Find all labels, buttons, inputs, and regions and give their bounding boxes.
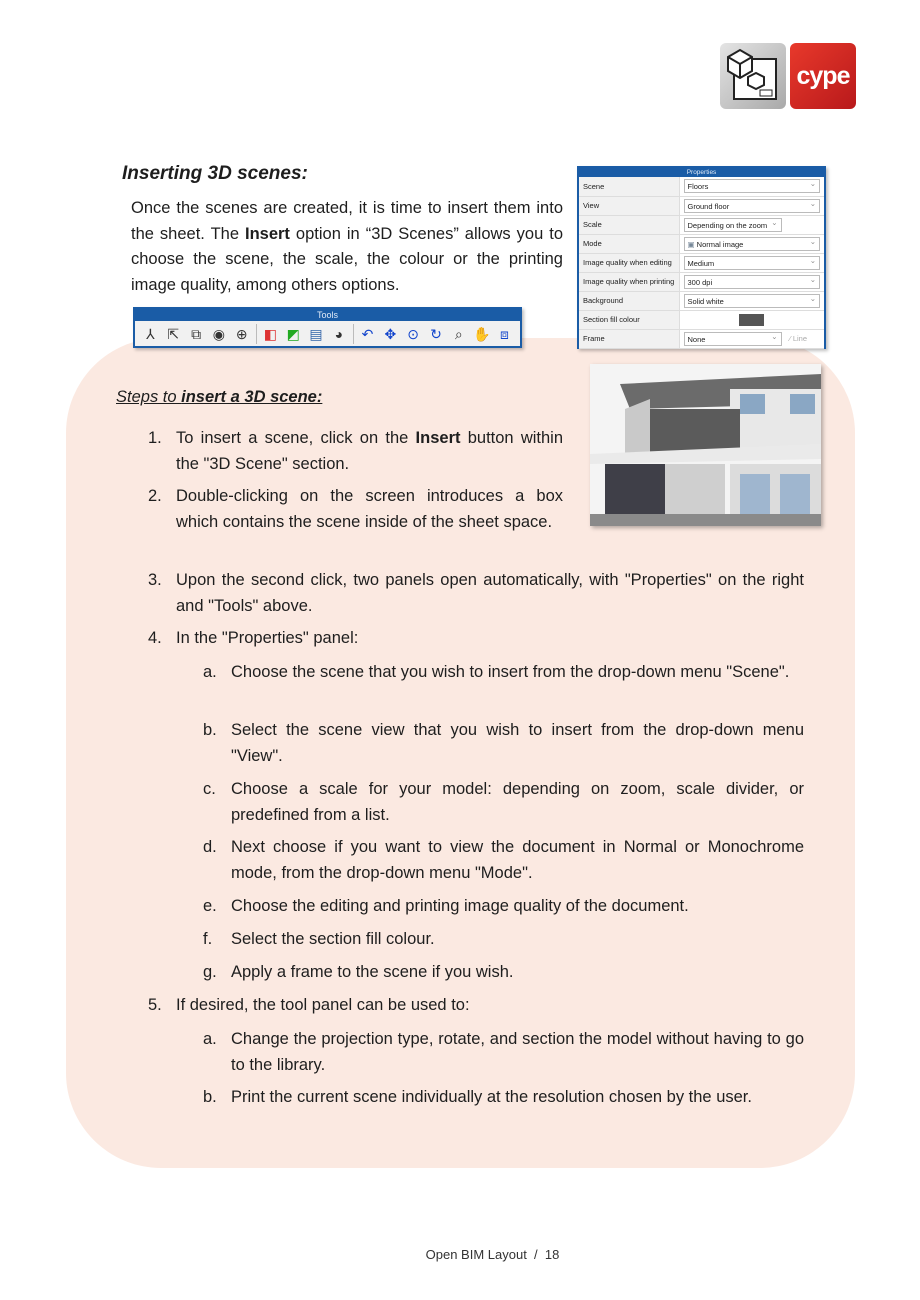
axes-icon[interactable]: ⅄ xyxy=(146,325,155,342)
substep-4g: Apply a frame to the scene if you wish. xyxy=(231,963,514,981)
property-row-frame xyxy=(579,329,824,348)
property-label: Frame xyxy=(579,329,679,348)
property-label: Mode xyxy=(579,234,679,253)
zoom-all-icon[interactable]: ✥ xyxy=(384,325,397,342)
pan-icon[interactable]: ✋ xyxy=(472,325,491,342)
open-bim-layout-logo xyxy=(720,43,786,109)
cype-logo: cype xyxy=(790,43,856,109)
step-4: In the "Properties" panel: xyxy=(176,629,359,647)
page-footer: Open BIM Layout / 18 xyxy=(425,1247,560,1262)
property-label: Scale xyxy=(579,215,679,234)
step-number: 5. xyxy=(148,996,162,1014)
property-row-edit-quality xyxy=(579,253,824,272)
substep-letter: a. xyxy=(203,1030,217,1048)
substep-letter: c. xyxy=(203,780,216,798)
printing-quality-dropdown[interactable]: 300 dpi ⌄ xyxy=(684,275,821,289)
section-fill-colour-swatch[interactable] xyxy=(739,314,764,326)
substep-4c: Choose a scale for your model: depending on zoom, scale divider, or predefined from a list. xyxy=(231,780,804,824)
select-icon[interactable]: ⇱ xyxy=(167,325,180,342)
step-1: To insert a scene, click on the Insert button within the "3D Scene" section. xyxy=(176,429,564,473)
properties-title: Properties xyxy=(686,169,717,176)
refresh-icon[interactable]: ↻ xyxy=(430,325,442,342)
zoom-x2-icon[interactable]: ⊙ xyxy=(407,325,420,342)
cube-icon: ▣ xyxy=(687,239,697,249)
plane-icon[interactable]: ▤ xyxy=(309,325,323,342)
step-number: 3. xyxy=(148,571,162,589)
property-row-background xyxy=(579,291,824,310)
line-button[interactable] xyxy=(790,334,808,343)
section-heading: Inserting 3D scenes: xyxy=(122,163,308,184)
editing-quality-dropdown[interactable]: Medium ⌄ xyxy=(684,256,821,270)
step-5: If desired, the tool panel can be used to: xyxy=(176,996,470,1014)
mode-value: Normal image xyxy=(696,239,744,249)
step-2: Double-clicking on the screen introduces a box which contains the scene inside of the sheet space. xyxy=(176,487,563,531)
intro-paragraph: Once the scenes are created, it is time to insert them into the sheet. The Insert option in “3D Scenes” allows you to choose the scene, the scale, the colour or the printing image quality, among others options. xyxy=(131,199,563,294)
section-icon[interactable]: ◧ xyxy=(263,325,277,342)
substep-4b: Select the scene view that you wish to insert from the drop-down menu "View". xyxy=(231,721,804,765)
zoom-window-icon[interactable]: ⌕ xyxy=(454,325,463,342)
clip-icon[interactable]: ◩ xyxy=(286,325,300,342)
property-row-fill xyxy=(579,310,824,329)
property-row-view xyxy=(579,196,824,215)
substep-5b: Print the current scene individually at the resolution chosen by the user. xyxy=(231,1088,752,1106)
visibility-icon[interactable]: ◕ xyxy=(334,325,344,342)
substep-letter: b. xyxy=(203,1088,217,1106)
property-label: Section fill colour xyxy=(579,310,679,329)
substep-letter: g. xyxy=(203,963,217,981)
frame-dropdown[interactable]: None ⌄ xyxy=(684,332,782,346)
step-3: Upon the second click, two panels open automatically, with "Properties" on the right and "Tools" above. xyxy=(176,571,804,615)
step-number: 4. xyxy=(148,629,162,647)
substep-4a: Choose the scene that you wish to insert from the drop-down menu "Scene". xyxy=(231,663,790,681)
substep-4d: Next choose if you want to view the document in Normal or Monochrome mode, from the drop-down menu "Mode". xyxy=(231,838,804,882)
tools-panel xyxy=(133,307,522,348)
orbit-icon[interactable]: ◉ xyxy=(212,325,225,342)
property-row-scene xyxy=(579,177,824,196)
3d-scene-image xyxy=(590,364,821,526)
substep-letter: f. xyxy=(203,930,213,948)
property-row-scale xyxy=(579,215,824,234)
property-row-print-quality xyxy=(579,272,824,291)
separator xyxy=(256,324,257,344)
substep-letter: a. xyxy=(203,663,217,681)
property-label: Image quality when printing xyxy=(579,272,679,291)
undo-view-icon[interactable]: ↶ xyxy=(361,325,374,342)
property-row-mode xyxy=(579,234,824,253)
scale-dropdown[interactable]: Depending on the zoom ⌄ xyxy=(684,218,782,232)
properties-panel xyxy=(577,166,826,349)
fit-icon[interactable]: ⧈ xyxy=(500,325,509,342)
property-label: Image quality when editing xyxy=(579,253,679,272)
substep-letter: d. xyxy=(203,838,217,856)
mode-dropdown[interactable] xyxy=(684,237,821,251)
rotate-icon[interactable]: ⧉ xyxy=(191,325,202,342)
property-label: Scene xyxy=(579,177,679,196)
background-dropdown[interactable]: Solid white ⌄ xyxy=(684,294,821,308)
property-label: View xyxy=(579,196,679,215)
substep-letter: b. xyxy=(203,721,217,739)
view-dropdown[interactable]: Ground floor ⌄ xyxy=(684,199,821,213)
tools-title: Tools xyxy=(316,310,338,320)
substep-letter: e. xyxy=(203,897,217,915)
line-icon: ⁄ xyxy=(789,334,793,343)
separator xyxy=(353,324,354,344)
step-number: 2. xyxy=(148,487,162,505)
pivot-icon[interactable]: ⊕ xyxy=(235,325,248,342)
scene-dropdown[interactable]: Floors ⌄ xyxy=(684,179,821,193)
line-label: Line xyxy=(792,334,808,343)
property-label: Background xyxy=(579,291,679,310)
substep-5a: Change the projection type, rotate, and section the model without having to go to the library. xyxy=(231,1030,804,1074)
step-number: 1. xyxy=(148,429,162,447)
substep-4f: Select the section fill colour. xyxy=(231,930,435,948)
substep-4e: Choose the editing and printing image quality of the document. xyxy=(231,897,689,915)
steps-title: Steps to insert a 3D scene: xyxy=(116,388,323,406)
